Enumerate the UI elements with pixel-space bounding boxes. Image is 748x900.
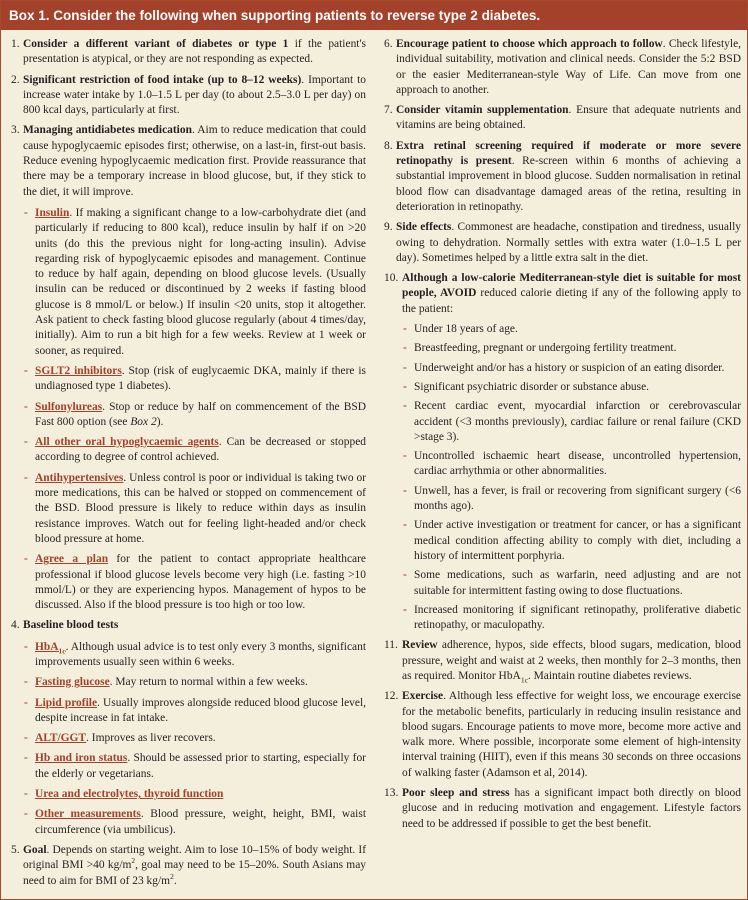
sub-item-title: Other measurements: [35, 808, 141, 821]
dash-bullet: -: [24, 676, 28, 689]
sub-item-title: Urea and electrolytes, thyroid function: [35, 788, 224, 801]
sub-item: - Uncontrolled ischaemic heart disease, uncontrolled hypertension, cardiac arrhythmia or other abnormalities.: [403, 450, 741, 478]
list-item-9: 9. Side effects. Commonest are headache, constipation and tiredness, usually owing to dehydration. Normally settles with extra water (1.0–1.5 L per day). Sometimes helped by a little extra salt in the diet.: [384, 221, 741, 264]
dash-bullet: -: [24, 206, 28, 219]
dash-bullet: -: [403, 484, 407, 497]
list-item-2: 2. Significant restriction of food intake (up to 8–12 weeks). Important to increase water intake by 1.0–1.5 L per day (to about 2.5–3.0 L per day) on 800 kcal days, particularly at first.: [11, 73, 366, 117]
item-title: Consider a different variant of diabetes or type 1: [23, 38, 289, 50]
item-title: Poor sleep and stress: [402, 787, 510, 800]
list-item-12: 12. Exercise. Although less effective for weight loss, we encourage exercise for the metabolic benefits, particularly in reducing insulin resistance and blood sugars. Encourage patients to move more, become more active and walk more. Where possible, incorporate some element of high-intensity interval training (HIIT), even if this means 30 seconds on three occasions of walking faster (Adamson et al, 2014).: [384, 690, 741, 779]
sub-item-title: SGLT2 inhibitors: [35, 364, 122, 377]
sub-item-other-oral: - All other oral hypoglycaemic agents. Can be decreased or stopped according to degree of control achieved.: [24, 436, 366, 464]
list-item-6: 6. Encourage patient to choose which approach to follow. Check lifestyle, individual suitability, motivation and clinical needs. Consider the 5:2 BSD or the easier Mediterranean-style Way of Life. Can move from one approach to another.: [384, 38, 742, 96]
list-item-1: 1. Consider a different variant of diabetes or type 1 if the patient's presentation is atypical, or they are not responding as expected.: [11, 38, 366, 66]
sub-item: - Some medications, such as warfarin, need adjusting and are not suitable for intermittent fasting owing to dose fluctuations.: [403, 569, 741, 597]
sub-item-title: Lipid profile: [35, 696, 98, 709]
item-title: Consider vitamin supplementation: [396, 104, 569, 117]
sub-item-hba1c: - HbA$_{1c}$. Although usual advice is to test only every 3 months, significant improvements usually seen within 6 weeks.: [24, 640, 366, 668]
item-text: . Aim to reduce medication that could cause hypoglycaemic episodes first; otherwise, on a last-in, first-out basis. Reduce evening hypoglycaemic medication first. Provide reassurance that there may be a temporary increase in blood glucose, but, if they stick to the diet, it will improve.: [23, 124, 367, 198]
list-item-5: 5. Goal. Depends on starting weight. Aim to lose 10–15% of body weight. If original BMI >40 $kg/m^2$, goal may need to be 15–20%. South Asians may need to aim for BMI of 23 $kg/m^2$.: [11, 843, 366, 887]
item-title: Baseline blood tests: [23, 619, 119, 632]
sub-item-title: Hb and iron status: [35, 752, 128, 765]
blood-tests-list: [23, 640, 366, 838]
item-title: Review: [402, 639, 438, 652]
sub-item: - Significant psychiatric disorder or substance abuse.: [403, 380, 741, 395]
box-title: Box 1. Consider the following when supporting patients to reverse type 2 diabetes.: [1, 1, 747, 30]
contraindications-list: [402, 322, 741, 633]
item-text: . Important to increase water intake by 1.0–1.5 L per day (to about 2.5–3.0 L per day) on 800 kcal days, particularly at first.: [23, 73, 366, 117]
sub-item-insulin: - Insulin. If making a significant change to a low-carbohydrate diet (and particularly if reducing to 800 kcal), reduce insulin by half if on >20 units (do this the previous night for long-acting insulin). Advise regarding risk of hypoglycaemic episodes and management. Continue to reduce by half again, depending on blood glucose levels. (Usually insulin can be reduced or discontinued by 2 weeks if fasting blood glucose is 8 mmol/L or below.) If insulin <20 units, stop it altogether. Ask patient to check fasting blood glucose regularly (about 4 times/day, initially). Aim to run a bit high for a few weeks. Review at 1 week or sooner, as required.: [24, 206, 366, 357]
dash-bullet: -: [24, 640, 28, 653]
medication-list: [23, 206, 366, 613]
dash-bullet: -: [24, 553, 28, 566]
item-title: Although a low-calorie Mediterranean-style diet is suitable for most people, AVOID: [402, 272, 741, 300]
item-title: Significant restriction of food intake (up to 8–12 weeks): [23, 73, 302, 86]
sub-item-hb-iron: - Hb and iron status. Should be assessed prior to starting, especially for the elderly or vegetarians.: [24, 752, 366, 780]
dash-bullet: -: [24, 696, 28, 709]
dash-bullet: -: [403, 361, 407, 374]
sub-item-title: Insulin: [35, 206, 70, 219]
dash-bullet: -: [403, 400, 407, 413]
list-item-3: 3. Managing antidiabetes medication. Aim to reduce medication that could cause hypoglycaemic episodes first; otherwise, on a last-in, first-out basis. Reduce evening hypoglycaemic medication first. Provide reassurance that there may be a temporary increase in blood glucose, but, if they stick to the diet, it will improve. - Insulin. If making a significant change to a low-carbohydrate diet (and particularly if reducing to 800 kcal), reduce insulin by half if on >20 units (do this the previous night for long-acting insulin). Advise regarding risk of hypoglycaemic episodes and management. Continue to reduce by half again, depending on blood glucose levels. (Usually insulin can be reduced or discontinued by 2 weeks if fasting blood glucose is 8 mmol/L or below.) If insulin <20 units, stop it altogether. Ask patient to check fasting blood glucose regularly (about 4 times/day, initially). Aim to run a bit high for a few weeks. Review at 1 week or sooner, as required. - SGLT2 inhibitors. Stop (risk of euglycaemic DKA, mainly if there is undiagnosed type 1 diabetes). - Sulfonylureas. Stop or reduce by half on commencement of the BSD Fast 800 option (see Box 2). - All other oral hypoglycaemic agents. Can be decreased or stopped according to degree of control achieved. - Antihypertensives. Unless control is poor or individual is taking two or more medications, this can be halved or stopped on commencement of the BSD. Blood pressure is likely to reduce within days as insulin resistance improves. Watch out for feeling light-headed and/or check blood pressure at home. - Agree a plan for the patient to contact appropriate healthcare professional if blood glucose levels become very high (i.e. fasting >10 mmol/L) or they are experiencing hypos. Management of hypos to be discussed. Also if the blood pressure is too high or too low.: [11, 123, 366, 613]
box-reference: Box 2: [130, 415, 157, 428]
item-text: if the patient's presentation is atypical, or they are not responding as expected.: [23, 38, 366, 66]
item-title: Exercise: [402, 690, 444, 703]
dash-bullet: -: [403, 450, 407, 463]
list-item-10: 10. Although a low-calorie Mediterranean-style diet is suitable for most people, AVOID reduced calorie dieting if any of the following apply to the patient: - Under 18 years of age. - Breastfeeding, pregnant or undergoing fertility treatment. - Underweight and/or has a history or suspicion of an eating disorder. - Significant psychiatric disorder or substance abuse. - Recent cardiac event, myocardial infarction or cerebrovascular accident (<3 months previously), cardiac failure or renal failure (CKD >stage 3). - Uncontrolled ischaemic heart disease, uncontrolled hypertension, cardiac arrhythmia or other abnormalities. - Unwell, has a fever, is frail or recovering from significant surgery (<6 months ago). - Under active investigation or treatment for cancer, or has a significant medical condition affecting ability to comply with diet, including a history of intermittent porphyria. - Some medications, such as warfarin, need adjusting and are not suitable for intermittent fasting owing to dose fluctuations. - Increased monitoring if significant retinopathy, proliferative diabetic retinopathy, or maculopathy.: [384, 271, 741, 633]
sub-item-other-measurements: - Other measurements. Blood pressure, weight, height, BMI, waist circumference (via umbilicus).: [24, 808, 366, 836]
sub-item-sglt2: - SGLT2 inhibitors. Stop (risk of euglycaemic DKA, mainly if there is undiagnosed type 1 diabetes).: [24, 364, 367, 393]
dash-bullet: -: [403, 380, 407, 393]
sub-item: - Under active investigation or treatment for cancer, or has a significant medical condition affecting ability to comply with diet, including a history of intermittent porphyria.: [403, 519, 741, 562]
sub-item-title: Fasting glucose: [35, 676, 110, 689]
left-column: [11, 37, 366, 894]
dash-bullet: -: [403, 569, 407, 582]
sub-item-fasting-glucose: - Fasting glucose. May return to normal within a few weeks.: [24, 675, 366, 690]
list-item-4: 4. Baseline blood tests - HbA$_{1c}$. Although usual advice is to test only every 3 months, significant improvements usually seen within 6 weeks. - Fasting glucose. May return to normal within a few weeks. - Lipid profile. Usually improves alongside reduced blood glucose level, despite increase in fat intake. - ALT/GGT. Improves as liver recovers. - Hb and iron status. Should be assessed prior to starting, especially for the elderly or vegetarians. - Urea and electrolytes, thyroid function - Other measurements. Blood pressure, weight, height, BMI, waist circumference (via umbilicus).: [11, 618, 366, 838]
sub-item-title: HbA$_{1c}$: [35, 640, 66, 655]
dash-bullet: -: [24, 752, 28, 765]
sub-item-title: Antihypertensives: [35, 471, 124, 484]
item-title: Extra retinal screening required if moderate or more severe retinopathy is present: [396, 139, 741, 168]
dash-bullet: -: [403, 603, 407, 616]
right-column: [384, 37, 741, 837]
dash-bullet: -: [24, 400, 28, 413]
sub-item-plan: - Agree a plan for the patient to contact appropriate healthcare professional if blood glucose levels become very high (i.e. fasting >10 mmol/L) or they are experiencing hypos. Management of hypos to be discussed. Also if the blood pressure is too high or too low.: [24, 553, 366, 612]
sub-item-title: Agree a plan: [35, 553, 109, 566]
sub-item: - Under 18 years of age.: [403, 322, 741, 337]
item-title: Side effects: [396, 221, 452, 234]
sub-item: - Underweight and/or has a history or suspicion of an eating disorder.: [403, 361, 741, 376]
sub-item: - Recent cardiac event, myocardial infarction or cerebrovascular accident (<3 months previously), cardiac failure or renal failure (CKD >stage 3).: [403, 400, 741, 443]
dash-bullet: -: [403, 323, 407, 336]
sub-item-alt-ggt: - ALT/GGT. Improves as liver recovers.: [24, 731, 366, 746]
dash-bullet: -: [24, 788, 28, 801]
list-item-13: 13. Poor sleep and stress has a significant impact both directly on blood glucose and in reducing motivation and engagement. Lifestyle factors need to be addressed if possible to get the best benefit.: [384, 787, 741, 830]
sub-item: - Unwell, has a fever, is frail or recovering from significant surgery (<6 months ago).: [403, 484, 741, 513]
dash-bullet: -: [24, 436, 28, 449]
dash-bullet: -: [403, 519, 407, 532]
list-item-8: 8. Extra retinal screening required if moderate or more severe retinopathy is present. Re-screen within 6 months of achieving a substantial improvement in blood glucose. Sudden normalisation in retinal blood flow can disadvantage damaged areas of the retina, resulting in deterioration in retinopathy.: [384, 139, 741, 213]
dash-bullet: -: [24, 732, 28, 745]
sub-item-title: ALT/GGT: [35, 732, 87, 745]
sub-item: - Increased monitoring if significant retinopathy, proliferative diabetic retinopathy, or maculopathy.: [403, 603, 741, 632]
item-title: Encourage patient to choose which approach to follow: [396, 38, 663, 50]
dash-bullet: -: [24, 808, 28, 821]
list-item-11: 11. Review adherence, hypos, side effects, blood sugars, medication, blood pressure, weight and waist at 2 weeks, then monthly for 2–3 months, then as required. Monitor HbA$_{1c}$. Maintain routine diabetes reviews.: [384, 639, 741, 685]
sub-item-antihypertensives: - Antihypertensives. Unless control is poor or individual is taking two or more medications, this can be halved or stopped on commencement of the BSD. Blood pressure is likely to reduce within days as insulin resistance improves. Watch out for feeling light-headed and/or check blood pressure at home.: [24, 471, 366, 545]
sub-item-sulfonylureas: - Sulfonylureas. Stop or reduce by half on commencement of the BSD Fast 800 option (see Box 2).: [24, 400, 366, 428]
sub-item-title: Sulfonylureas: [35, 400, 103, 413]
sub-item-urea-thyroid: [24, 787, 366, 802]
sub-item-title: All other oral hypoglycaemic agents: [35, 436, 219, 449]
sub-item-lipid-profile: - Lipid profile. Usually improves alongside reduced blood glucose level, despite increase in fat intake.: [24, 696, 366, 724]
dash-bullet: -: [24, 364, 28, 377]
dash-bullet: -: [24, 471, 28, 484]
item-title: Managing antidiabetes medication: [23, 124, 192, 137]
list-item-7: 7. Consider vitamin supplementation. Ensure that adequate nutrients and vitamins are being obtained.: [384, 104, 741, 132]
item-title: Goal: [23, 843, 47, 856]
sub-item: - Breastfeeding, pregnant or undergoing fertility treatment.: [403, 341, 741, 356]
dash-bullet: -: [403, 342, 407, 355]
